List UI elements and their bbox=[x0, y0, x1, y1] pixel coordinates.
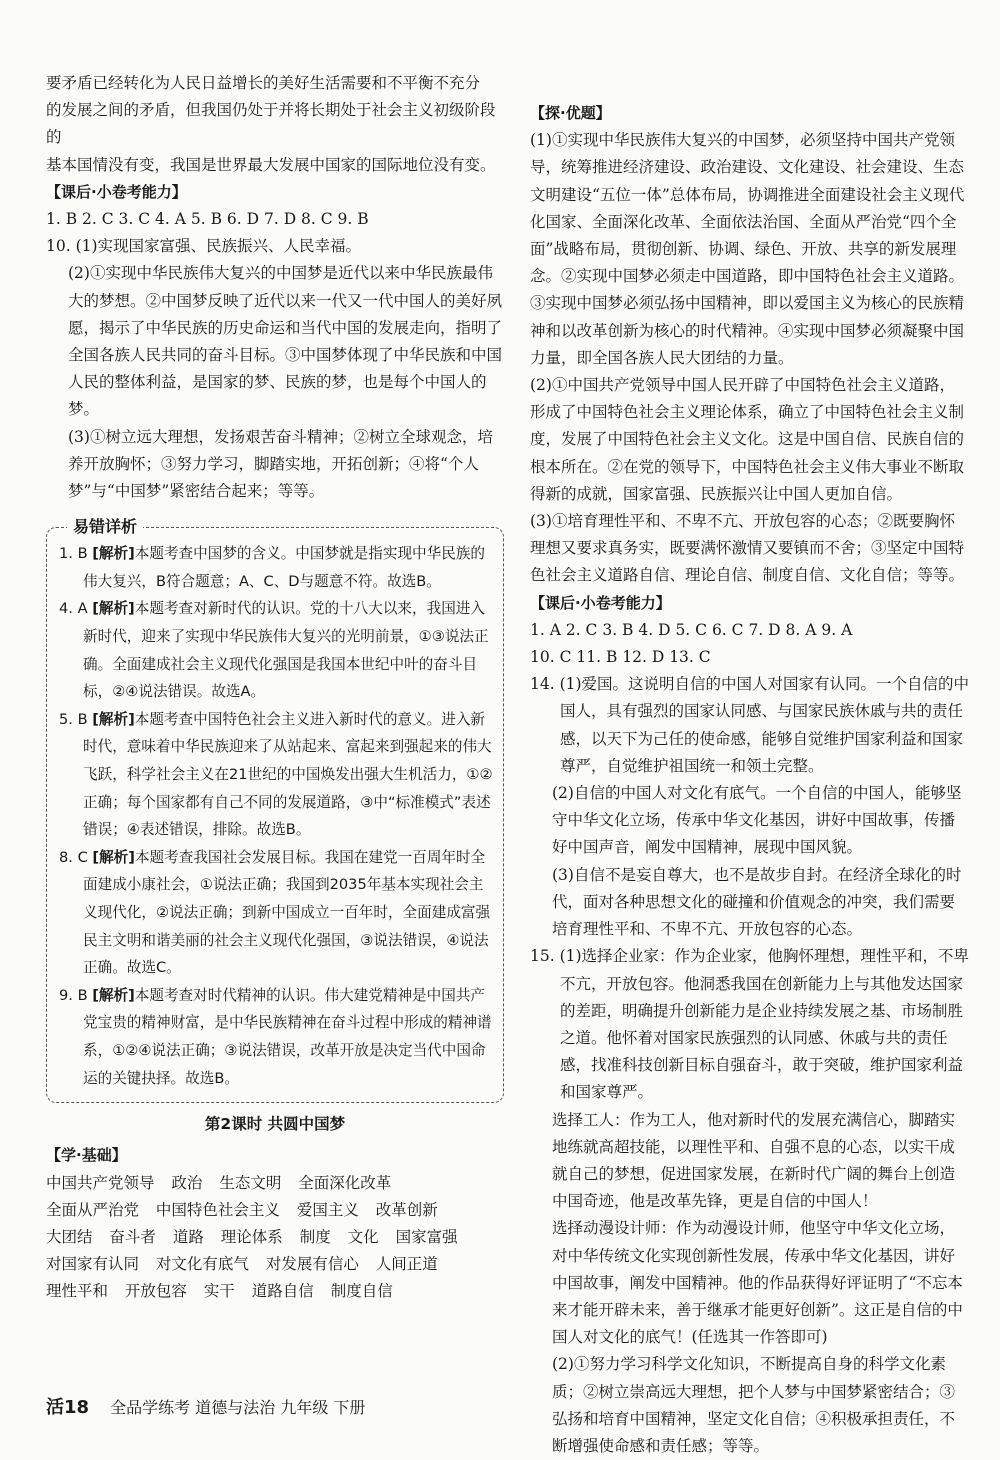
answer-q14-3: (3)自信不是妄自尊大，也不是故步自封。在经济全球化的时代，面对各种思想文化的碰撞和价值观念的冲突，我们需要培育理性平和、不卑不亢、开放包容的心态。 bbox=[552, 865, 962, 939]
right-column bbox=[530, 100, 970, 1460]
answer-q14-2: (2)自信的中国人对文化有底气。一个自信的中国人，能够坚守中华文化立场，传承中华文化基因，讲好中国故事，传播好中国声音，阐发中国精神，展现中国风貌。 bbox=[552, 784, 962, 857]
error-analysis-box bbox=[46, 517, 504, 1103]
answer-q10-3: (3)①树立远大理想，发扬艰苦奋斗精神；②树立全球观念，培养开放胸怀；③努力学习，脚踏实地，开拓创新；④将“个人梦”与“中国梦”紧密结合起来；等等。 bbox=[68, 427, 493, 501]
answer-q15-designer: 选择动漫设计师：作为动漫设计师，他坚守中华文化立场，对中华传统文化实现创新性发展，传承中华文化基因，讲好中国故事，阐发中国精神。他的作品获得好评证明了“不忘本来才能开辟未来，善于继承才能更好创新”。这正是自信的中国人对文化的底气！(任选其一作答即可) bbox=[552, 1219, 963, 1347]
section-heading: 【探·优题】 bbox=[530, 104, 611, 122]
term-line: 中国共产党领导 政治 生态文明 全面深化改革 bbox=[46, 1173, 392, 1192]
section-heading: 【课后·小卷考能力】 bbox=[530, 593, 671, 612]
section-heading: 【学·基础】 bbox=[46, 1146, 127, 1165]
answer-q15-worker: 选择工人：作为工人，他对新时代的发展充满信心，脚踏实地练就高超技能，以理性平和、自强不息的心态，以实干成就自己的梦想，促进国家发展，在新时代广阔的舞台上创造中国奇迹，他是改革先锋，更是自信的中国人！ bbox=[552, 1110, 956, 1211]
term-line: 理性平和 开放包容 实干 道路自信 制度自信 bbox=[46, 1282, 393, 1301]
section-heading: 【课后·小卷考能力】 bbox=[46, 182, 187, 201]
answer-key: 1. A 2. C 3. B 4. D 5. C 6. C 7. D 8. A 9. A bbox=[530, 620, 853, 639]
page-number: 活18 bbox=[46, 1397, 90, 1418]
analysis-note: 9. B [解析]本题考查对时代精神的认识。伟大建党精神是中国共产党宝贵的精神财富，是中华民族精神在奋斗过程中形成的精神谱系，①②④说法正确；③说法错误，改革开放是决定当代中国命运的关键抉择。故选B。 bbox=[59, 986, 492, 1087]
fill-in-terms bbox=[46, 1170, 504, 1306]
term-line: 全面从严治党 中国特色社会主义 爱国主义 改革创新 bbox=[46, 1200, 438, 1219]
answer-key: 1. B 2. C 3. C 4. A 5. B 6. D 7. D 8. C 9. B bbox=[46, 210, 369, 229]
answer-q15-1: 15. (1)选择企业家：作为企业家，他胸怀理想，理性平和，不卑不亢，开放包容。他洞悉我国在创新能力上与其他发达国家的差距，明确提升创新能力是企业持续发展之基、市场制胜之道。他怀着对国家民族强烈的认同感、休戚与共的责任感，找准科技创新目标自强奋斗，敢于突破，维护国家利益和国家尊严。 bbox=[530, 947, 970, 1102]
answer-paragraph: (1)①实现中华民族伟大复兴的中国梦，必须坚持中国共产党领导，统筹推进经济建设、政治建设、文化建设、社会建设、生态文明建设“五位一体”总体布局，协调推进全面建设社会主义现代化国家、全面深化改革、全面依法治国、全面从严治党“四个全面”战略布局，贯彻创新、协调、绿色、开放、共享的新发展理念。②实现中国梦必须走中国道路，即中国特色社会主义道路。③实现中国梦必须弘扬中国精神，即以爱国主义为核心的民族精神和以改革创新为核心的时代精神。④实现中国梦必须凝聚中国力量，即全国各族人民大团结的力量。 bbox=[530, 131, 965, 367]
intro-line: 要矛盾已经转化为人民日益增长的美好生活需要和不平衡不充分 bbox=[46, 74, 481, 92]
analysis-note: 8. C [解析]本题考查我国社会发展目标。我国在建党一百周年时全面建成小康社会，①说法正确；我国到2035年基本实现社会主义现代化，②说法正确；到新中国成立一百年时，全面建成富强民主文明和谐美丽的社会主义现代化强国，③说法错误，④说法正确。故选C。 bbox=[59, 848, 491, 977]
book-title: 全品学练考 道德与法治 九年级 下册 bbox=[110, 1398, 366, 1417]
analysis-note: 1. B [解析]本题考查中国梦的含义。中国梦就是指实现中华民族的伟大复兴，B符合题意；A、C、D与题意不符。故选B。 bbox=[59, 545, 486, 590]
lesson-title: 第2课时 共圆中国梦 bbox=[204, 1115, 346, 1134]
intro-line: 的发展之间的矛盾，但我国仍处于并将长期处于社会主义初级阶段的 bbox=[46, 101, 496, 147]
intro-line: 基本国情没有变，我国是世界最大发展中国家的国际地位没有变。 bbox=[46, 155, 496, 174]
answer-q10-2: (2)①实现中华民族伟大复兴的中国梦是近代以来中华民族最伟大的梦想。②中国梦反映了近代以来一代又一代中国人的美好夙愿，揭示了中华民族的历史命运和当代中国的发展走向，指明了全国各族人民共同的奋斗目标。③中国梦体现了中华民族和中国人民的整体利益，是国家的梦、民族的梦，也是每个中国人的梦。 bbox=[68, 264, 503, 419]
analysis-note: 5. B [解析]本题考查中国特色社会主义进入新时代的意义。进入新时代，意味着中华民族迎来了从站起来、富起来到强起来的伟大飞跃，科学社会主义在21世纪的中国焕发出强大生机活力，①②正确；每个国家都有自己不同的发展道路，③中“标准模式”表述错误；④表述错误，排除。故选B。 bbox=[59, 710, 493, 839]
error-analysis-title: 易错详析 bbox=[67, 513, 143, 541]
answer-q10-1: 10. (1)实现国家富强、民族振兴、人民幸福。 bbox=[46, 237, 362, 256]
answer-q15-2: (2)①努力学习科学文化知识，不断提高自身的科学文化素质；②树立崇高远大理想，把个人梦与中国梦紧密结合；③弘扬和培育中国精神，坚定文化自信；④积极承担责任，不断增强使命感和责任感；等等。 bbox=[552, 1355, 956, 1455]
term-line: 大团结 奋斗者 道路 理论体系 制度 文化 国家富强 bbox=[46, 1227, 458, 1246]
left-column bbox=[46, 70, 504, 1306]
term-line: 对国家有认同 对文化有底气 对发展有信心 人间正道 bbox=[46, 1255, 438, 1274]
answer-paragraph: (3)①培育理性平和、不卑不亢、开放包容的心态；②既要胸怀理想又要求真务实，既要满怀激情又要镇而不舍；③坚定中国特色社会主义道路自信、理论自信、制度自信、文化自信；等等。 bbox=[530, 512, 965, 585]
analysis-note: 4. A [解析]本题考查对新时代的认识。党的十八大以来，我国进入新时代，迎来了实现中华民族伟大复兴的光明前景，①③说法正确。全面建成社会主义现代化强国是我国本世纪中叶的奋斗目标，②④说法错误。故选A。 bbox=[59, 600, 489, 701]
answer-key: 10. C 11. B 12. D 13. C bbox=[530, 648, 711, 667]
answer-q14-1: 14. (1)爱国。这说明自信的中国人对国家有认同。一个自信的中国人，具有强烈的国家认同感、与国家民族休戚与共的责任感，以天下为己任的使命感，能够自觉维护国家利益和国家尊严，自觉维护祖国统一和领土完整。 bbox=[530, 675, 970, 775]
answer-paragraph: (2)①中国共产党领导中国人民开辟了中国特色社会主义道路，形成了中国特色社会主义理论体系，确立了中国特色社会主义制度，发展了中国特色社会主义文化。这是中国自信、民族自信的根本所在。②在党的领导下，中国特色社会主义伟大事业不断取得新的成就，国家富强、民族振兴让中国人更加自信。 bbox=[530, 376, 965, 503]
page-footer bbox=[46, 1393, 365, 1419]
